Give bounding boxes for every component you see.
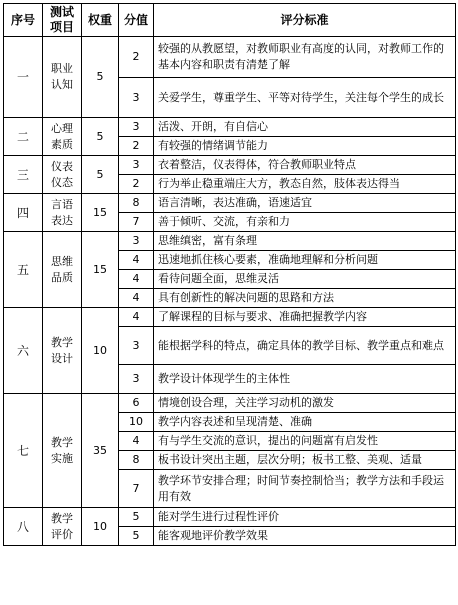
- section-weight: 15: [82, 194, 119, 232]
- criteria-text: 了解课程的目标与要求、准确把握教学内容: [154, 308, 456, 327]
- header-row: [4, 4, 456, 37]
- score-value: 2: [119, 37, 154, 78]
- criteria-text: 板书设计突出主题，层次分明；板书工整、美观、适量: [154, 451, 456, 470]
- section-weight: 10: [82, 508, 119, 546]
- table-row: [4, 118, 456, 137]
- section-item: [43, 194, 82, 232]
- section-seq: 八: [4, 508, 43, 546]
- section-seq: 一: [4, 37, 43, 118]
- section-item-label: 思维品质: [51, 254, 73, 284]
- section-item-label: 心理素质: [51, 121, 73, 151]
- criteria-text: 教学环节安排合理；时间节奏控制恰当；教学方法和手段运用有效: [154, 470, 456, 508]
- section-weight: 5: [82, 37, 119, 118]
- score-value: 5: [119, 527, 154, 546]
- section-seq: 二: [4, 118, 43, 156]
- section-seq: 七: [4, 394, 43, 508]
- score-value: 5: [119, 508, 154, 527]
- section-seq: 六: [4, 308, 43, 394]
- table-row: [4, 508, 456, 527]
- header-seq: 序号: [4, 4, 43, 37]
- section-item-label: 教学设计: [51, 335, 73, 365]
- header-score: 分值: [119, 4, 154, 37]
- criteria-text: 行为举止稳重端庄大方，教态自然，肢体表达得当: [154, 175, 456, 194]
- criteria-text: 思维缜密，富有条理: [154, 232, 456, 251]
- header-item-label: 测试项目: [49, 5, 74, 34]
- score-value: 8: [119, 451, 154, 470]
- criteria-text: 善于倾听、交流，有亲和力: [154, 213, 456, 232]
- section-seq: 三: [4, 156, 43, 194]
- section-item: [43, 232, 82, 308]
- score-value: 4: [119, 251, 154, 270]
- score-value: 4: [119, 289, 154, 308]
- score-value: 7: [119, 213, 154, 232]
- criteria-text: 迅速地抓住核心要素，准确地理解和分析问题: [154, 251, 456, 270]
- section-item: [43, 394, 82, 508]
- table-row: [4, 37, 456, 78]
- table-body: [4, 37, 456, 546]
- score-value: 2: [119, 137, 154, 156]
- section-weight: 5: [82, 118, 119, 156]
- section-weight: 35: [82, 394, 119, 508]
- section-item: [43, 118, 82, 156]
- section-item-label: 教学实施: [51, 435, 73, 465]
- section-weight: 10: [82, 308, 119, 394]
- section-item: [43, 156, 82, 194]
- score-value: 3: [119, 156, 154, 175]
- table-row: [4, 194, 456, 213]
- scoring-table: [3, 3, 456, 546]
- criteria-text: 衣着整洁，仪表得体，符合教师职业特点: [154, 156, 456, 175]
- section-item-label: 教学评价: [51, 511, 73, 541]
- criteria-text: 能客观地评价教学效果: [154, 527, 456, 546]
- header-criteria: 评分标准: [154, 4, 456, 37]
- score-value: 3: [119, 365, 154, 394]
- table-row: [4, 232, 456, 251]
- header-item: [43, 4, 82, 37]
- criteria-text: 有较强的情绪调节能力: [154, 137, 456, 156]
- section-seq: 五: [4, 232, 43, 308]
- score-value: 3: [119, 327, 154, 365]
- section-item: [43, 308, 82, 394]
- criteria-text: 较强的从教愿望，对教师职业有高度的认同，对教师工作的基本内容和职责有清楚了解: [154, 37, 456, 78]
- section-item-label: 仪表仪态: [51, 159, 73, 189]
- section-weight: 15: [82, 232, 119, 308]
- criteria-text: 教学设计体现学生的主体性: [154, 365, 456, 394]
- section-item-label: 职业认知: [51, 62, 73, 91]
- criteria-text: 能对学生进行过程性评价: [154, 508, 456, 527]
- criteria-text: 有与学生交流的意识，提出的问题富有启发性: [154, 432, 456, 451]
- score-value: 4: [119, 270, 154, 289]
- table-row: [4, 308, 456, 327]
- table-row: [4, 394, 456, 413]
- score-value: 8: [119, 194, 154, 213]
- section-item-label: 言语表达: [51, 197, 73, 227]
- score-value: 3: [119, 118, 154, 137]
- score-value: 6: [119, 394, 154, 413]
- section-seq: 四: [4, 194, 43, 232]
- criteria-text: 看待问题全面，思维灵活: [154, 270, 456, 289]
- score-value: 10: [119, 413, 154, 432]
- criteria-text: 能根据学科的特点，确定具体的教学目标、教学重点和难点: [154, 327, 456, 365]
- score-value: 7: [119, 470, 154, 508]
- section-item: [43, 37, 82, 118]
- score-value: 2: [119, 175, 154, 194]
- score-value: 3: [119, 78, 154, 118]
- section-item: [43, 508, 82, 546]
- section-weight: 5: [82, 156, 119, 194]
- header-weight: 权重: [82, 4, 119, 37]
- criteria-text: 情境创设合理，关注学习动机的激发: [154, 394, 456, 413]
- score-value: 4: [119, 308, 154, 327]
- criteria-text: 活泼、开朗，有自信心: [154, 118, 456, 137]
- criteria-text: 具有创新性的解决问题的思路和方法: [154, 289, 456, 308]
- criteria-text: 关爱学生，尊重学生、平等对待学生，关注每个学生的成长: [154, 78, 456, 118]
- score-value: 4: [119, 432, 154, 451]
- criteria-text: 教学内容表述和呈现清楚、准确: [154, 413, 456, 432]
- table-row: [4, 156, 456, 175]
- criteria-text: 语言清晰，表达准确，语速适宜: [154, 194, 456, 213]
- score-value: 3: [119, 232, 154, 251]
